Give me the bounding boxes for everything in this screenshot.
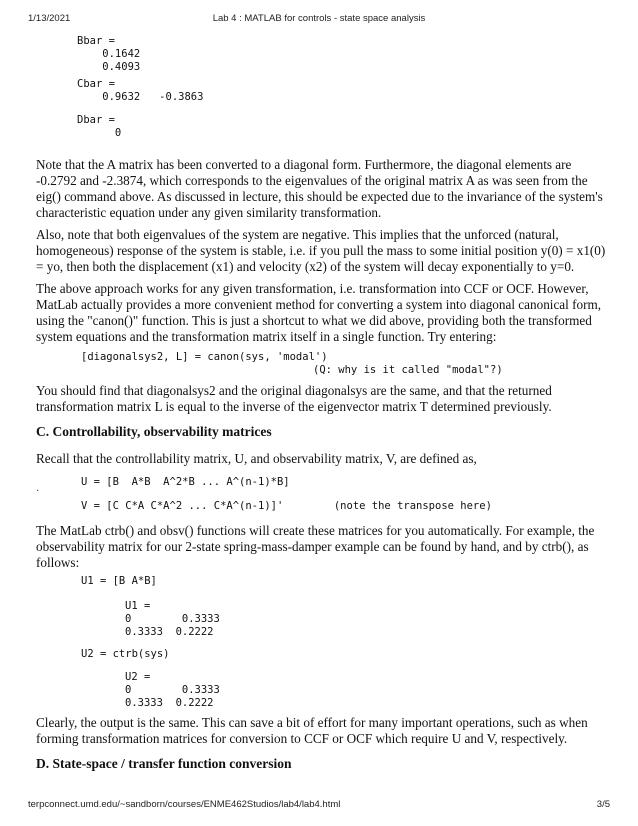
paragraph-diagonalsys-compare: You should find that diagonalsys2 and the original diagonalsys are the same, and that the returned transformation matrix L is equal to the inverse of the eigenvector matrix T determined previously.: [36, 383, 552, 414]
paragraph-diagonal-form: Note that the A matrix has been converted to a diagonal form. Furthermore, the diagonal elements are -0.2792 and -2.3874, which corresponds to the eigenvalues of the original matrix A as was seen from the eig() command above. As discussed in lecture, this should be expected due to the invariance of the system's characteristic equation under any given similarity transformation.: [36, 157, 603, 220]
code-v-definition: V = [C C*A C*A^2 ... C*A^(n-1)]' (note the transpose here): [81, 500, 492, 512]
page-footer: [28, 799, 610, 813]
code-canon-command: [diagonalsys2, L] = canon(sys, 'modal'): [81, 351, 328, 363]
section-heading-state-space-tf: D. State-space / transfer function conversion: [36, 756, 292, 771]
page-header: [28, 13, 610, 27]
page-number: 3/5: [596, 799, 610, 810]
code-u1-command: U1 = [B A*B]: [81, 575, 157, 587]
document-title: Lab 4 : MATLAB for controls - state space analysis: [212, 13, 426, 24]
paragraph-ctrb-obsv: The MatLab ctrb() and obsv() functions will create these matrices for you automatically. For example, the observability matrix for our 2-state spring-mass-damper example can be found by hand, and by ctrb(), as follows:: [36, 523, 595, 570]
code-bbar-output: Bbar = 0.1642 0.4093: [77, 35, 141, 73]
code-dbar-output: Dbar = 0: [77, 114, 122, 139]
code-u2-command: U2 = ctrb(sys): [81, 648, 170, 660]
print-date: 1/13/2021: [28, 13, 71, 24]
paragraph-canon-function: The above approach works for any given transformation, i.e. transformation into CCF or OCF. However, MatLab actually provides a more convenient method for converting a system into diagonal canonical form, using the "canon()" function. This is just a shortcut to what we did above, providing both the transformed system equations and the transformation matrix itself in a single function. Try entering:: [36, 281, 602, 344]
paragraph-output-same: Clearly, the output is the same. This can save a bit of effort for many important operations, such as when forming transformation matrices for conversion to CCF or OCF which require U and V, respectively.: [36, 715, 588, 746]
paragraph-matrix-definitions: Recall that the controllability matrix, U, and observability matrix, V, are defined as,: [36, 451, 477, 466]
paragraph-eigenvalues-stable: Also, note that both eigenvalues of the system are negative. This implies that the unforced (natural, homogeneous) response of the system is stable, i.e. if you pull the mass to some initial position y(0) = x1(0) = yo, then both the displacement (x1) and velocity (x2) of the system will decay exponentially to y=0.: [36, 227, 606, 274]
code-u1-output: U1 = 0 0.3333 0.3333 0.2222: [125, 600, 220, 638]
code-u-definition: U = [B A*B A^2*B ... A^(n-1)*B]: [81, 476, 290, 488]
code-canon-note: (Q: why is it called "modal"?): [313, 364, 503, 376]
section-heading-controllability: C. Controllability, observability matrices: [36, 424, 272, 439]
stray-mark: ·: [36, 486, 40, 497]
code-cbar-output: Cbar = 0.9632 -0.3863: [77, 78, 204, 103]
code-u2-output: U2 = 0 0.3333 0.3333 0.2222: [125, 671, 220, 709]
page-url: terpconnect.umd.edu/~sandborn/courses/ENME462Studios/lab4/lab4.html: [28, 799, 341, 810]
